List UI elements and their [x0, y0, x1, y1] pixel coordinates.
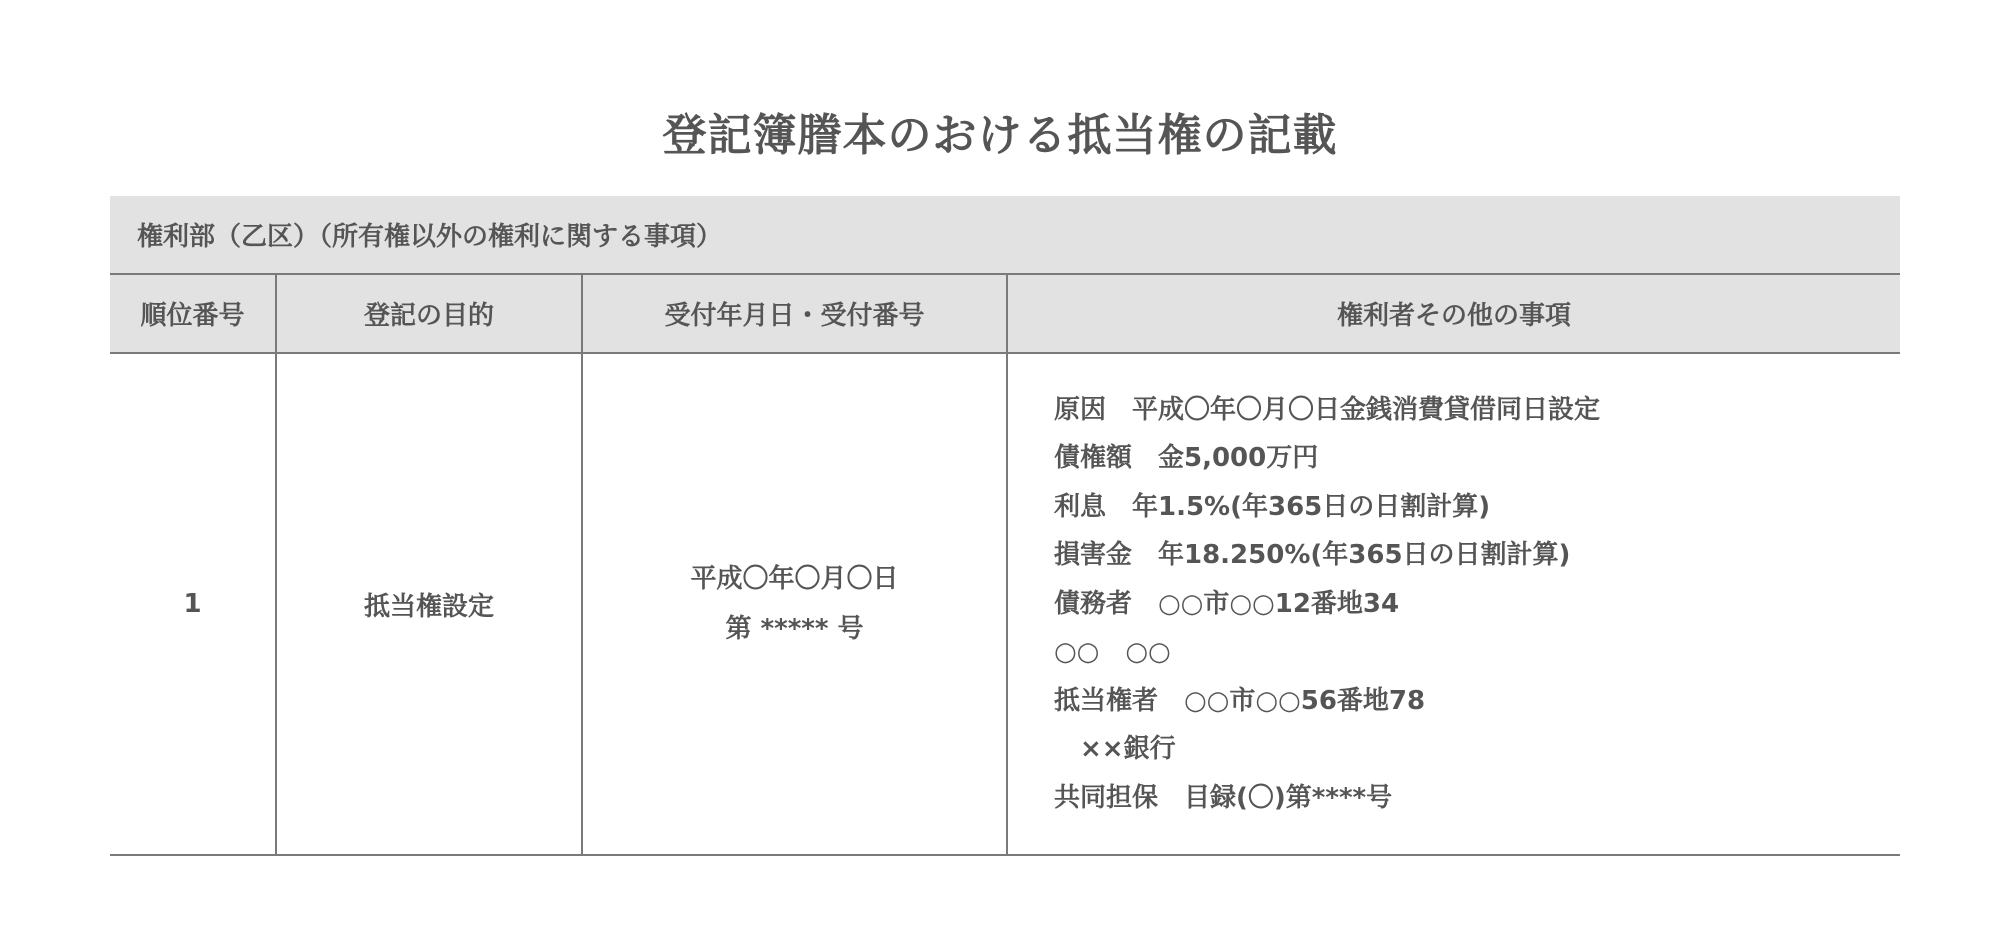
column-header-reception: 受付年月日・受付番号 — [582, 274, 1007, 353]
column-header-details: 権利者その他の事項 — [1007, 274, 1900, 353]
section-header-row — [110, 196, 1900, 274]
detail-debtor: 債務者 ○○市○○12番地34 — [1054, 588, 1400, 619]
detail-mortgagee-name: ××銀行 — [1054, 734, 1176, 765]
column-header-purpose: 登記の目的 — [276, 274, 582, 353]
reception-cell — [582, 353, 1007, 855]
page-title: 登記簿謄本のおける抵当権の記載 — [662, 110, 1338, 162]
detail-mortgagee: 抵当権者 ○○市○○56番地78 — [1054, 685, 1426, 716]
table-row — [110, 353, 1900, 855]
detail-interest: 利息 年1.5%(年365日の日割計算) — [1054, 491, 1491, 522]
reception-number: 第 ***** 号 — [725, 614, 864, 644]
reception-date: 平成〇年〇月〇日 — [690, 564, 899, 594]
column-header-row — [110, 274, 1900, 353]
detail-cause: 原因 平成〇年〇月〇日金銭消費貸借同日設定 — [1054, 394, 1601, 425]
rank-cell: 1 — [110, 353, 276, 855]
column-header-rank: 順位番号 — [110, 274, 276, 353]
detail-joint-collateral: 共同担保 目録(〇)第****号 — [1054, 782, 1393, 813]
registry-table — [110, 196, 1900, 856]
detail-debtor-name: ○○ ○○ — [1054, 637, 1171, 668]
detail-claim-amount: 債権額 金5,000万円 — [1054, 443, 1319, 474]
detail-damages: 損害金 年18.250%(年365日の日割計算) — [1054, 540, 1571, 571]
details-cell — [1007, 353, 1900, 855]
purpose-cell: 抵当権設定 — [276, 353, 582, 855]
section-header: 権利部（乙区）（所有権以外の権利に関する事項） — [110, 196, 1900, 274]
